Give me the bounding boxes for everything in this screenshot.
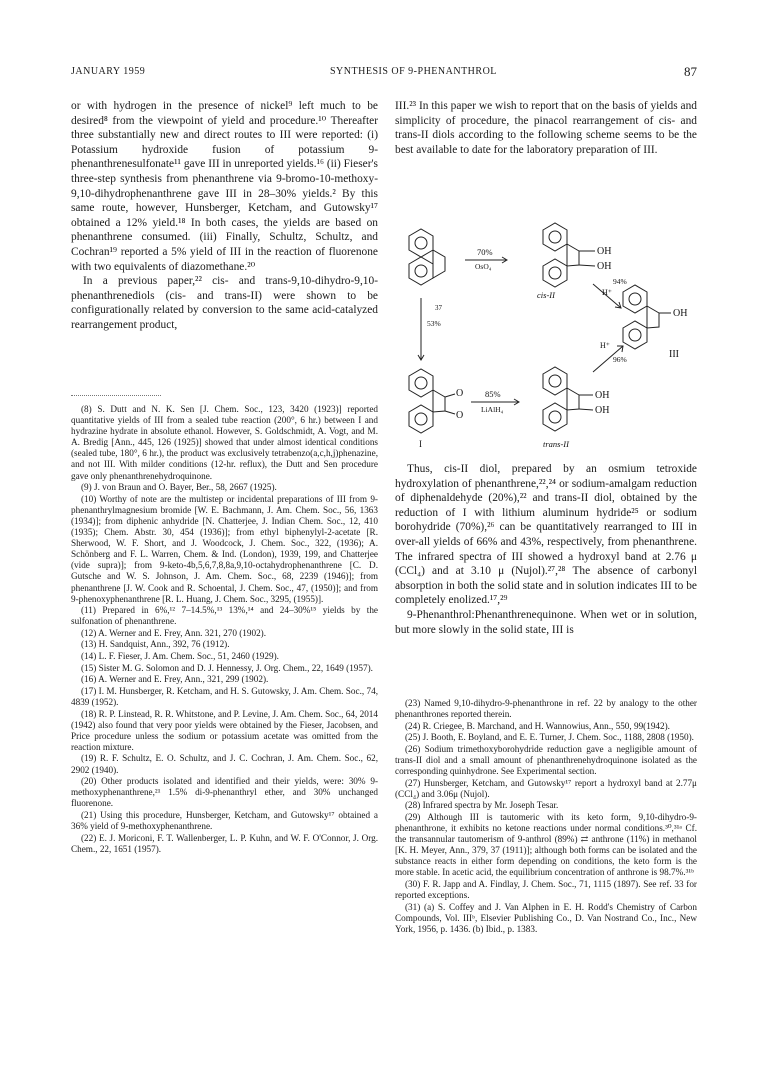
footnote: (14) L. F. Fieser, J. Am. Chem. Soc., 51, 2460 (1929). — [81, 651, 279, 662]
footnote: (15) Sister M. G. Solomon and D. J. Hennessy, J. Org. Chem., 22, 1649 (1957). — [81, 662, 373, 673]
right-body-text — [395, 462, 697, 637]
yield-53-label: 53% — [427, 319, 441, 328]
footnote: (29) Although III is tautomeric with its keto form, 9,10-dihydro-9-phenanthrone, it exhibits no ketone reactions under normal conditions.³⁰,³¹ᵃ Cf. the transannular tautomerism of 9-anthrol (89%) ⇄ anthrone (11%) in methanol [K. H. Meyer, Ann., 379, 37 (1911)]; although both forms can be isolated and the substance reacts in either form depending on conditions, the keto form is the more stable. In acetic acid, the equilibrium concentration of anthrone is 98.7%.³¹ᵇ — [395, 811, 697, 878]
footnote: (21) Using this procedure, Hunsberger, Ketcham, and Gutowsky¹⁷ obtained a 36% yield of 9-methoxyphenanthrene. — [71, 809, 378, 831]
i-label: I — [419, 439, 422, 449]
footnote: (8) S. Dutt and N. K. Sen [J. Chem. Soc., 123, 3420 (1923)] reported quantitative yields of III from a sealed tube reaction (200°, 6 hr.) between I and hydrazine hydrate in absolute ethanol. However, S. Goldschmidt, A. Vogt, and M. A. Bredig [Ann., 445, 126 (1925)] showed that under almost identical conditions (sealed tube, 180°, 6 hr.), the product was exclusively tetrabenzo(a,c,h,j)phenazine, and not III. With milder conditions (12-hr. reflux), the Dutt and Sen procedure gave only phenanthrenehydroquinone. — [71, 404, 378, 481]
iii-label: III — [669, 349, 679, 360]
o-label-2: O — [456, 410, 464, 421]
oh-label-1: OH — [597, 246, 612, 257]
footnote: (9) J. von Braun and O. Bayer, Ber., 58, 2667 (1925). — [81, 482, 277, 493]
body-paragraph: 9-Phenanthrol:Phenanthrenequinone. When wet or in solution, but more slowly in the solid state, III is — [395, 608, 697, 636]
footnote: (23) Named 9,10-dihydro-9-phenanthrone in ref. 22 by analogy to the other phenanthrones reported therein. — [395, 698, 697, 720]
footnote: (13) H. Sandquist, Ann., 392, 76 (1912). — [81, 639, 230, 650]
page-number: 87 — [684, 64, 697, 79]
running-header-date: JANUARY 1959 — [71, 66, 146, 77]
phenanthrene-structure — [409, 229, 445, 285]
footnote: (22) E. J. Moriconi, F. T. Wallenberger, L. P. Kuhn, and W. F. O'Connor, J. Org. Chem., 22, 1651 (1957). — [71, 832, 378, 854]
trans-ii-label: trans-II — [543, 439, 569, 449]
footnote: (17) I. M. Hunsberger, R. Ketcham, and H. S. Gutowsky, J. Am. Chem. Soc., 74, 4839 (1952). — [71, 685, 378, 707]
cis-diol-structure — [543, 223, 595, 287]
footnote: (30) F. R. Japp and A. Findlay, J. Chem. Soc., 71, 1115 (1897). See ref. 33 for reported exceptions. — [395, 879, 697, 901]
footnote: (26) Sodium trimethoxyborohydride reduction gave a negligible amount of trans-II diol and a small amount of phenanthrenehydroquinone isolated as the corresponding quinhydrone. See Experimental section. — [395, 743, 697, 777]
ref-37-label: 37 — [435, 304, 442, 312]
o-label-1: O — [456, 388, 464, 399]
footnote: (31) (a) S. Coffey and J. Van Alphen in E. H. Rodd's Chemistry of Carbon Compounds, Vol. IIIᵇ, Elsevier Publishing Co., D. Van Nostrand Co., Inc., New York, 1956, p. 1436. (b) Ibid., p. 1383. — [395, 901, 697, 934]
running-header-title: SYNTHESIS OF 9-PHENANTHROL — [330, 66, 497, 77]
trans-diol-structure — [543, 367, 593, 431]
h-plus-label-2: H⁺ — [600, 341, 610, 350]
body-paragraph: III.²³ In this paper we wish to report that on the basis of yields and simplicity of procedure, the pinacol rearrangement of cis- and trans-II diols according to the following scheme seems to be the best available to date for the laboratory preparation of III. — [395, 100, 697, 156]
arrow1-top-label: 70% — [477, 247, 493, 257]
arrow1-bottom-label: OsO₄ — [475, 262, 492, 271]
reaction-scheme — [395, 222, 697, 454]
footnote-divider — [71, 395, 161, 396]
oh-label-3: OH — [673, 308, 688, 319]
footnote: (19) R. F. Schultz, E. O. Schultz, and J. C. Cochran, J. Am. Chem. Soc., 62, 2902 (1940). — [71, 753, 378, 775]
oh-label-2: OH — [597, 261, 612, 272]
footnote: (12) A. Werner and E. Frey, Ann. 321, 270 (1902). — [81, 627, 267, 638]
footnote: (16) A. Werner and E. Frey, Ann., 321, 299 (1902). — [81, 674, 269, 685]
yield-96-label: 96% — [613, 355, 627, 364]
right-footnotes — [395, 698, 697, 935]
phenanthrenequinone-structure — [409, 369, 455, 433]
body-paragraph: Thus, cis-II diol, prepared by an osmium tetroxide hydroxylation of phenanthrene,²²,²⁴ or sodium-amalgam reduction of diphenaldehyde (20%),²² and trans-II diol, obtained by the reduction of I with lithium aluminum hydride²⁵ or sodium borohydride (70%),²⁶ can be quantitatively rearranged to III in over-all yields of 66% and 43%, respectively, from phenanthrene. The infrared spectra of III showed a hydroxyl band at 2.76 μ (CCl₄) and at 3.10 μ (Nujol).²⁷,²⁸ The absence of carbonyl absorption in both the solid state and in solution indicates III to be completely enolized.¹⁷,²⁹ — [395, 463, 697, 607]
phenanthrol-structure — [623, 285, 671, 349]
footnote: (10) Worthy of note are the multistep or incidental preparations of III from 9-phenanthrylmagnesium bromide [W. E. Bachmann, J. Am. Chem. Soc., 56, 1363 (1934)]; from diphenic anhydride [N. Chatterjee, J. Indian Chem. Soc., 12, 410 (1935); Chem. Abstr. 30, 454 (1936)]; from ethyl biphenylyl-2-acetate [R. Sherwood, W. F. Short, and J. Woodcock, J. Chem. Soc., 322, (1936); A. Schönberg and F. L. Warren, Chem. & Ind. (London), 1939, 199, and Chatterjee (vide supra)]; from 9-keto-4b,5,6,7,8,8a,9,10-octahydrophenanthrene [C. D. Gutsche and W. S. Johnson, J. Am. Chem. Soc., 68, 2239 (1946)]; from phenanthrene [J. W. Cook and R. Schoental, J. Chem. Soc., 47, (1950)]; and from 9-phenoxyphenanthrene [R. L. Huang, J. Chem. Soc., 3295, (1955)]. — [71, 493, 378, 604]
footnote: (28) Infrared spectra by Mr. Joseph Tesar. — [405, 800, 559, 811]
footnote: (24) R. Criegee, B. Marchand, and H. Wannowius, Ann., 550, 99(1942). — [405, 720, 670, 731]
arrow2-bottom-label: LiAlH₄ — [481, 405, 504, 414]
oh-label-4: OH — [595, 390, 610, 401]
footnote: (18) R. P. Linstead, R. R. Whitstone, and P. Levine, J. Am. Chem. Soc., 64, 2014 (1942) also found that very poor yields were obtained by the Fieser, Jacobsen, and Price procedure unless the sodium or potassium acetate was omitted from the reaction mixture. — [71, 708, 378, 752]
right-intro-text — [395, 99, 697, 157]
footnote: (27) Hunsberger, Ketcham, and Gutowsky¹⁷ report a hydroxyl band at 2.77μ (CCl₄) and 3.06μ (Nujol). — [395, 777, 697, 799]
body-paragraph: In a previous paper,²² cis- and trans-9,10-dihydro-9,10-phenanthrenediols (cis- and trans-II) were shown to be configurationally related by conversion to the same acid-catalyzed rearrangement product, — [71, 275, 378, 331]
h-plus-label-1: H⁺ — [602, 288, 612, 297]
body-paragraph: or with hydrogen in the presence of nickel⁹ left much to be desired⁸ from the viewpoint of yield and procedure.¹⁰ Thereafter three substantially new and direct routes to III were reported: (i) Potassium hydroxide fusion of potassium 9-phenanthrenesulfonate¹¹ gave III in unreported yields.¹⁶ (ii) Fieser's three-step synthesis from phenanthrene via 9-bromo-10-methoxy-9,10-dihydrophenanthrene gave III in 28–30% yields.² By this same route, however, Hunsberger, Ketcham, and Gutowsky¹⁷ obtained a 12% yield.¹⁸ In both cases, the yields are based on phenanthrene consumed. (iii) Finally, Schultz, Schultz, and Cochran¹⁹ reported a 5% yield of III in the reaction of fluorenone with two equivalents of diazomethane.²⁰ — [71, 100, 378, 273]
left-footnotes — [71, 404, 378, 855]
cis-ii-label: cis-II — [537, 290, 555, 300]
footnote: (11) Prepared in 6%,¹² 7–14.5%,¹³ 13%,¹⁴ and 24–30%¹⁵ yields by the sulfonation of phenanthrene. — [71, 605, 378, 627]
arrow2-top-label: 85% — [485, 389, 501, 399]
oh-label-5: OH — [595, 405, 610, 416]
yield-94-label: 94% — [613, 277, 627, 286]
left-body-text — [71, 99, 378, 333]
footnote: (20) Other products isolated and identified and their yields, were: 30% 9-methoxyphenanthrene,²¹ 1.5% di-9-phenanthryl ether, and 30% unchanged fluorenone. — [71, 776, 378, 809]
footnote: (25) J. Booth, E. Boyland, and E. E. Turner, J. Chem. Soc., 1188, 2808 (1950). — [405, 732, 694, 743]
